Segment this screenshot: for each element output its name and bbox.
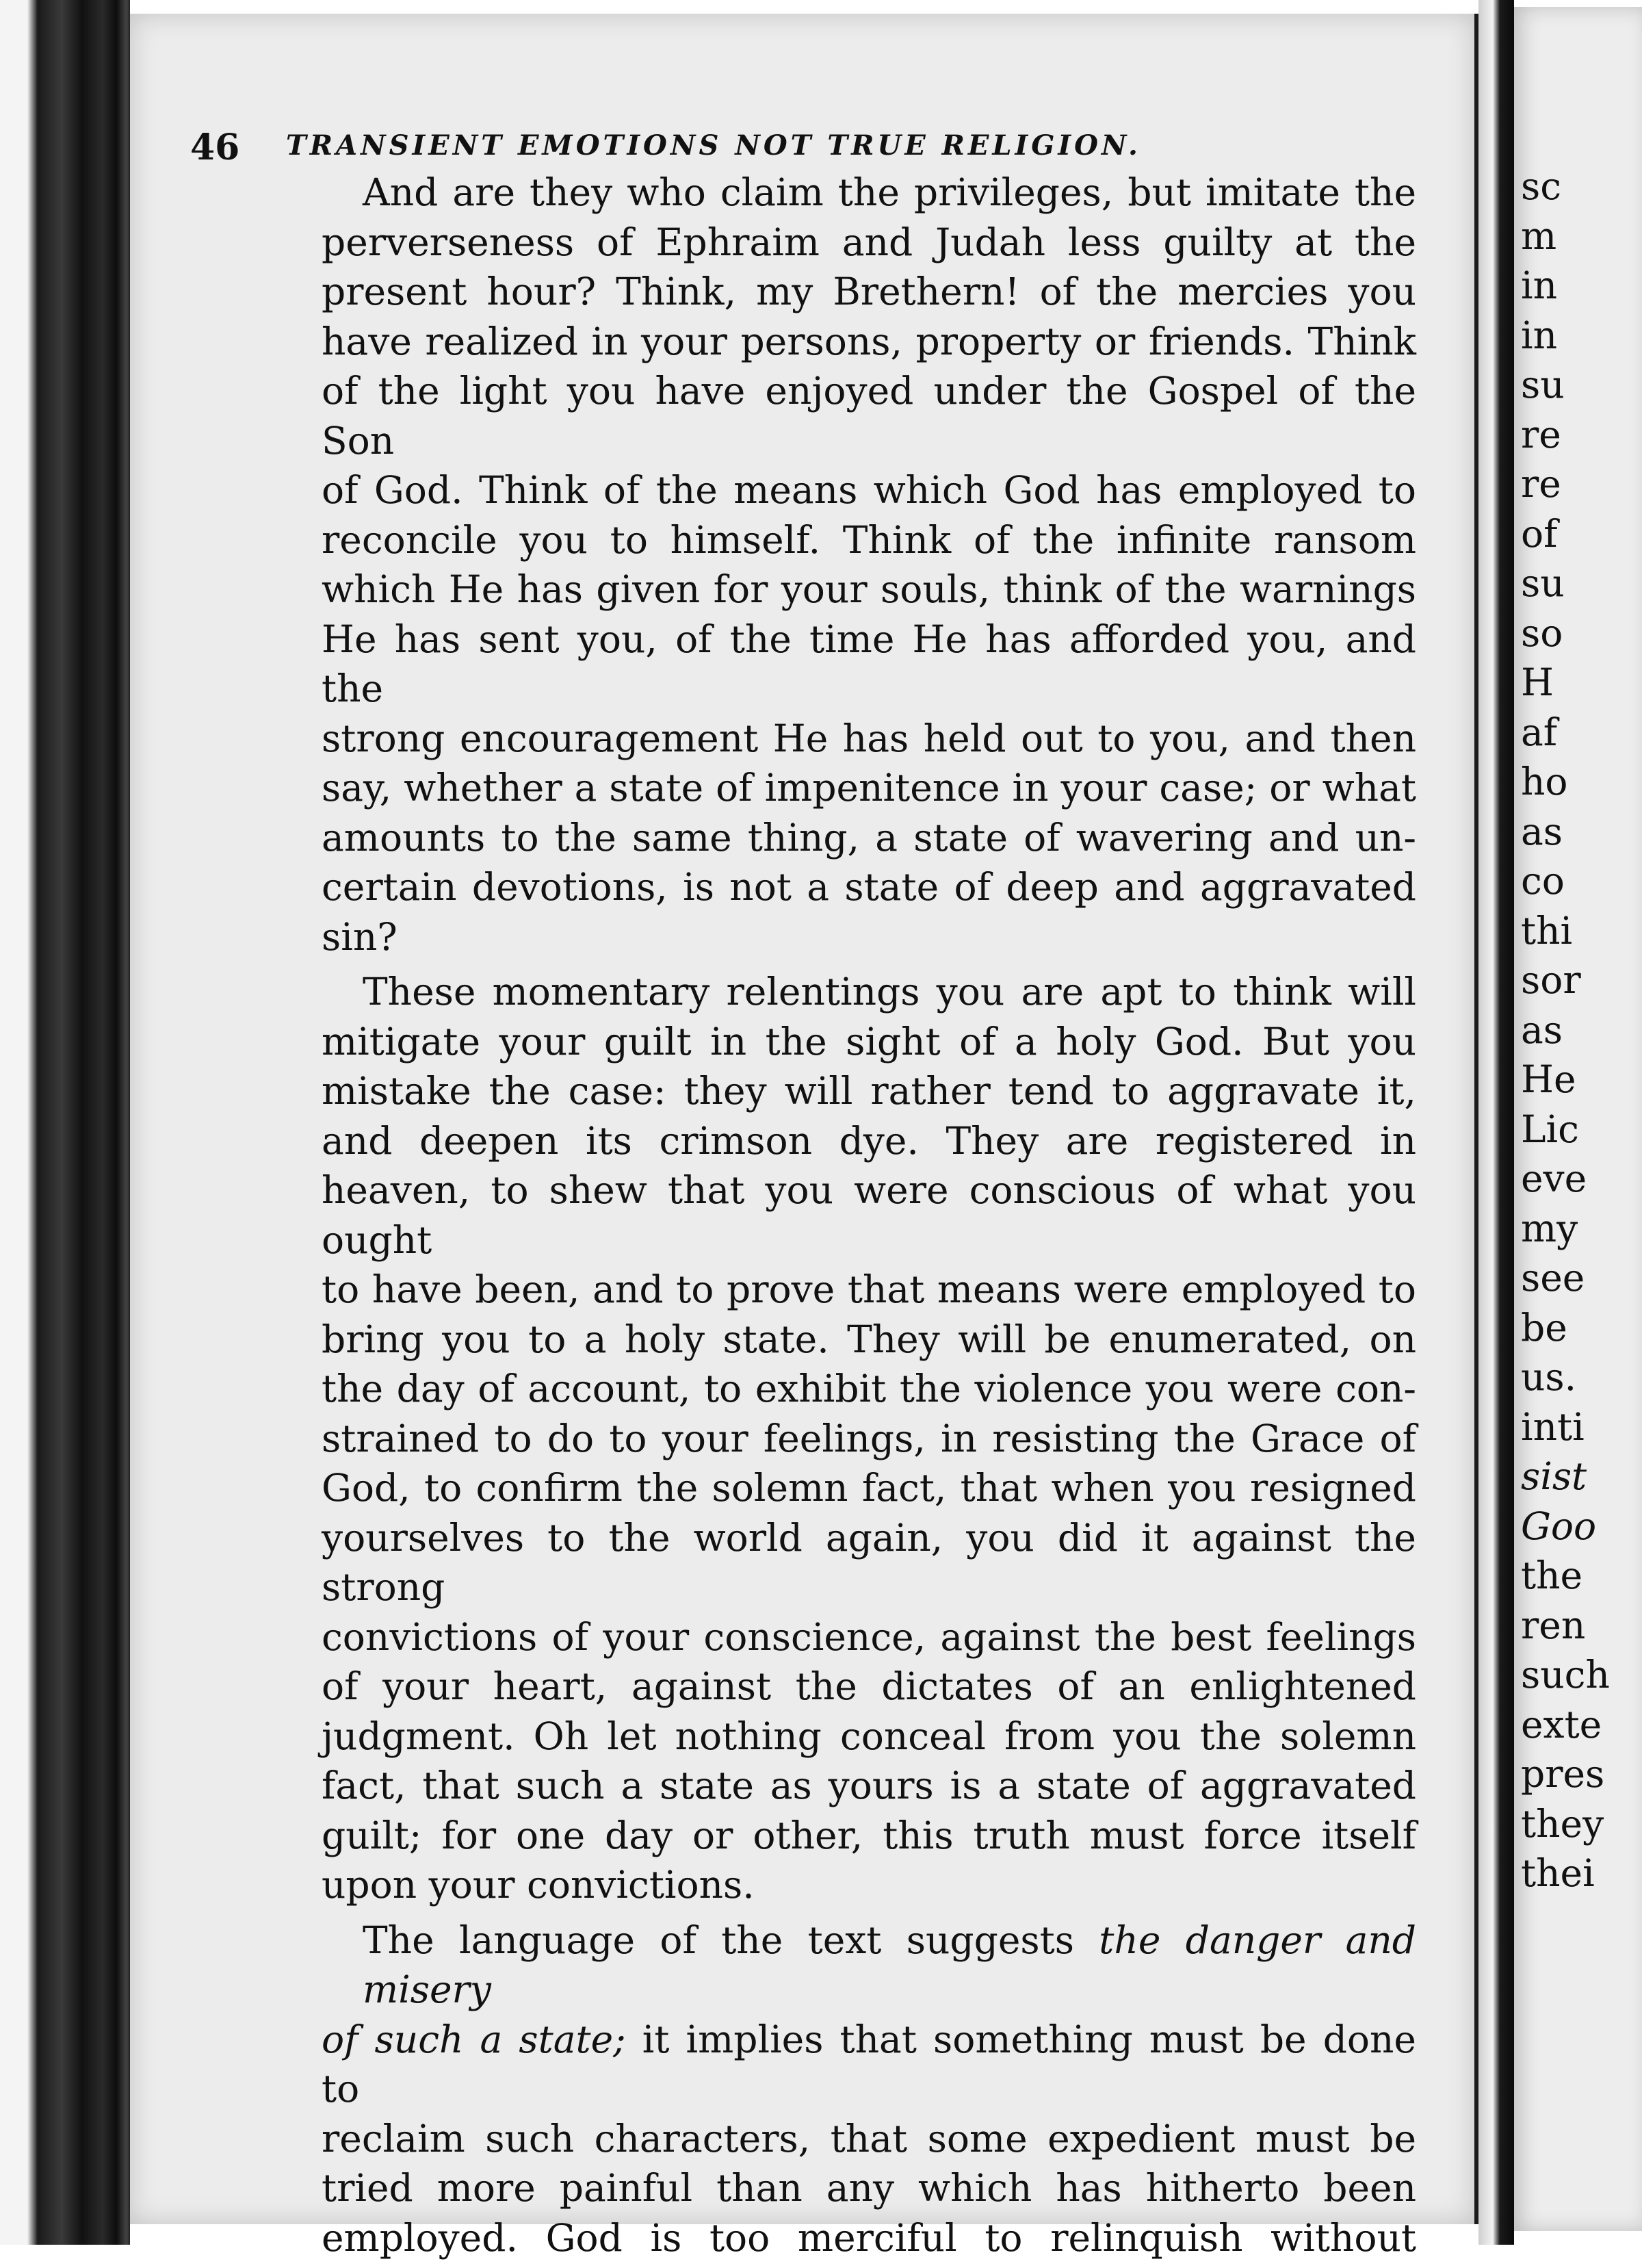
facing-page-fragment: see	[1521, 1256, 1585, 1300]
facing-page-fragment: thei	[1521, 1851, 1595, 1895]
facing-page-fragment: as	[1521, 809, 1563, 853]
facing-page-fragment: Goo	[1521, 1504, 1597, 1548]
paragraph-2	[322, 967, 1416, 1910]
facing-page-fragment: be	[1521, 1305, 1567, 1350]
text-line: strong encouragement He has held out to you, and then	[322, 716, 1416, 760]
facing-page-fragment: thi	[1521, 908, 1573, 953]
facing-page-fragment: us.	[1521, 1355, 1577, 1399]
facing-page-fragment: exte	[1521, 1702, 1602, 1747]
facing-page-fragment: sist	[1521, 1454, 1587, 1498]
text-line: amounts to the same thing, a state of wavering and un-	[322, 815, 1416, 860]
facing-page-fragment: co	[1521, 859, 1565, 903]
facing-page-fragment: sor	[1521, 958, 1581, 1002]
emphasis-text: the danger and misery	[363, 1918, 1416, 2011]
text-line: guilt; for one day or other, this truth must force itself	[322, 1813, 1416, 1857]
text-line: certain devotions, is not a state of deep and aggravated sin?	[322, 865, 1416, 959]
facing-page-fragment: ho	[1521, 760, 1568, 803]
text-line: employed. God is too merciful to relinquish without	[322, 2215, 1416, 2260]
facing-page-fragment: eve	[1521, 1157, 1587, 1200]
facing-page-fragment: in	[1521, 313, 1558, 357]
text-line: judgment. Oh let nothing conceal from you the solemn	[322, 1714, 1416, 1758]
text-line: of your heart, against the dictates of an enlightened	[322, 1664, 1416, 1708]
facing-page	[1514, 7, 1642, 2231]
text-line: present hour? Think, my Brethern! of the mercies you	[322, 270, 1416, 313]
facing-page-fragment: Lic	[1521, 1107, 1579, 1151]
text-line: upon your convictions.	[322, 1863, 755, 1907]
text-line: God, to confirm the solemn fact, that when you resigned	[322, 1466, 1416, 1510]
book-binding	[0, 0, 130, 2245]
text-line: perverseness of Ephraim and Judah less guilty at the	[322, 220, 1416, 264]
text-line: And are they who claim the privileges, but imitate the	[363, 170, 1416, 214]
text-line: He has sent you, of the time He has afforded you, and the	[322, 617, 1416, 710]
text-line: These momentary relentings you are apt to think will	[363, 970, 1416, 1014]
text-line: tried more painful than any which has hitherto been	[322, 2166, 1416, 2210]
text-line: reclaim such characters, that some expedient must be	[322, 2116, 1416, 2161]
paragraph-1	[322, 168, 1416, 962]
facing-page-fragment: H	[1521, 660, 1554, 704]
text-line: of the light you have enjoyed under the Gospel of the Son	[322, 369, 1416, 463]
text-line: convictions of your conscience, against the best feelings	[322, 1614, 1416, 1659]
text-line: and deepen its crimson dye. They are registered in	[322, 1118, 1416, 1163]
text-line: have realized in your persons, property or friends. Think	[322, 319, 1416, 363]
text-run: The language of the text suggests	[363, 1918, 1099, 1962]
text-line: bring you to a holy state. They will be enumerated, on	[322, 1317, 1416, 1361]
facing-page-fragment: in	[1521, 263, 1558, 307]
page-gutter	[1478, 0, 1514, 2245]
text-line: to have been, and to prove that means were employed to	[322, 1267, 1416, 1311]
text-line	[322, 2015, 1416, 2114]
emphasis-text: of such a state;	[322, 2017, 626, 2061]
text-line: strained to do to your feelings, in resisting the Grace of	[322, 1416, 1416, 1460]
text-line	[322, 1916, 1416, 2015]
facing-page-fragment: of	[1521, 511, 1558, 556]
facing-page-fragment: pres	[1521, 1752, 1605, 1796]
facing-page-fragment: su	[1521, 561, 1565, 605]
text-line: mistake the case: they will rather tend to aggravate it,	[322, 1069, 1416, 1113]
facing-page-fragment: re	[1521, 412, 1561, 456]
text-run: it implies that something must be done to	[322, 2017, 1416, 2111]
facing-page-fragment: as	[1521, 1007, 1563, 1052]
facing-page-fragment: they	[1521, 1801, 1604, 1846]
paragraph-3	[322, 1916, 1416, 2263]
facing-page-fragment: inti	[1521, 1404, 1585, 1449]
facing-page-fragment: my	[1521, 1206, 1578, 1250]
facing-page-fragment: af	[1521, 710, 1558, 754]
text-line: fact, that such a state as yours is a state of aggravated	[322, 1764, 1416, 1807]
facing-page-fragment: ren	[1521, 1603, 1586, 1647]
page-number: 46	[190, 127, 240, 168]
text-line: heaven, to shew that you were conscious of what you ought	[322, 1168, 1416, 1262]
text-line: which He has given for your souls, think of the warnings	[322, 567, 1416, 611]
text-line: yourselves to the world again, you did it against the strong	[322, 1515, 1416, 1609]
facing-page-fragment: He	[1521, 1057, 1576, 1101]
running-head: TRANSIENT EMOTIONS NOT TRUE RELIGION.	[286, 129, 1141, 162]
facing-page-fragment: su	[1521, 363, 1565, 407]
text-line: the day of account, to exhibit the violence you were con-	[322, 1367, 1416, 1410]
facing-page-fragment: such	[1521, 1653, 1610, 1697]
facing-page-fragment: re	[1521, 462, 1561, 506]
text-line: of God. Think of the means which God has employed to	[322, 468, 1416, 512]
body-text	[322, 168, 1416, 2268]
text-line: mitigate your guilt in the sight of a holy God. But you	[322, 1019, 1416, 1064]
facing-page-fragment: sc	[1521, 164, 1562, 208]
text-line: reconcile you to himself. Think of the infinite ransom	[322, 517, 1416, 562]
text-line: say, whether a state of impenitence in your case; or what	[322, 766, 1416, 810]
facing-page-fragment: the	[1521, 1554, 1583, 1597]
facing-page-fragment: so	[1521, 610, 1563, 655]
facing-page-fragment: m	[1521, 214, 1557, 258]
